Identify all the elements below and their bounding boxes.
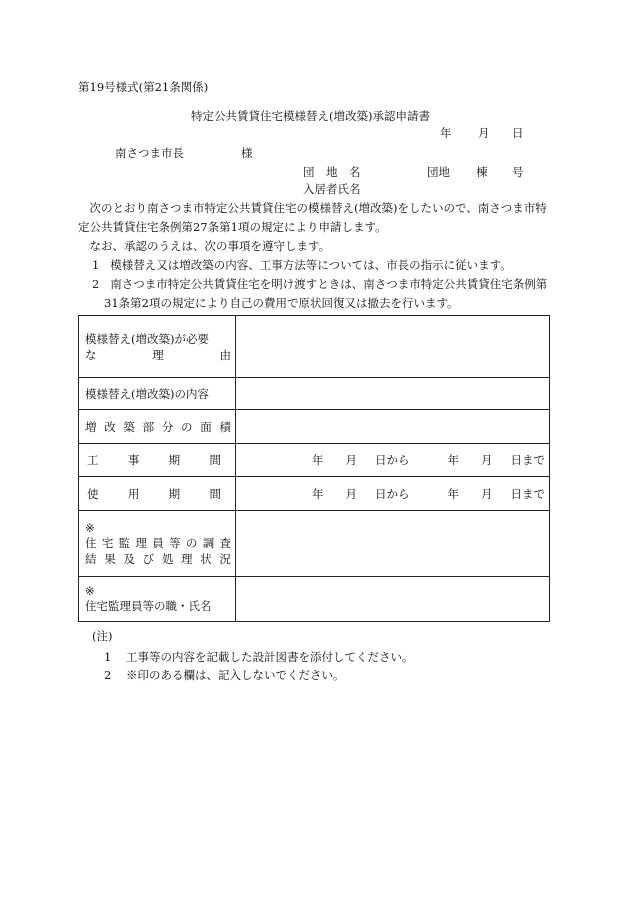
row-usage-period [79, 477, 550, 511]
inspection-char: 理 [181, 551, 193, 566]
area-input[interactable] [236, 410, 550, 444]
inspection-mark: ※ [85, 520, 95, 535]
note-2 [104, 669, 344, 683]
inspection-label-line-2 [85, 551, 231, 567]
inspection-char: 状 [200, 551, 212, 566]
inspection-char: 宅 [101, 535, 114, 550]
body-paragraph-1: 次のとおり南さつま市特定公共賃貸住宅の模様替え(増改築)をしたいので、南さつま市特定公共賃貸住宅条例第27条第1項の規定により申請します。 [78, 201, 547, 234]
period-year: 年 [312, 486, 324, 501]
note-1-text: 工事等の内容を記載した設計図書を添付してください。 [125, 650, 414, 664]
area-char: 面 [200, 419, 212, 434]
area-char: 改 [104, 419, 116, 434]
notes-heading: (注) [92, 629, 113, 643]
usage-period-input[interactable] [236, 477, 550, 511]
condition-item-1-text: 模様替え又は増改築の内容、工事方法等については、市長の指示に従います。 [110, 258, 512, 272]
period-year: 年 [312, 453, 324, 467]
period-month: 月 [345, 486, 357, 501]
area-char: 部 [142, 419, 155, 434]
inspection-char: の [185, 535, 198, 550]
area-char: 分 [161, 419, 174, 434]
supervisor-input[interactable] [236, 577, 550, 622]
condition-item-2-text-line-2: 31条第2項の規定により自己の費用で原状回復又は撤去を行います。 [104, 296, 459, 310]
addressee-honorific: 様 [241, 146, 253, 160]
room-unit: 号 [512, 165, 524, 179]
reason-input[interactable] [236, 316, 550, 378]
period-until: 日まで [510, 486, 545, 501]
area-char: の [181, 419, 193, 434]
condition-item-2-text-line-1: 南さつま市特定公共賃貸住宅を明け渡すときは、南さつま市特定公共賃貸住宅条例第 [110, 277, 548, 291]
note-2-text: ※印のある欄は、記入しないでください。 [125, 668, 345, 682]
inspection-char: 等 [169, 535, 181, 550]
period-year-2: 年 [447, 486, 459, 501]
date-day: 日 [512, 126, 524, 140]
resident-label: 入居者氏名 [303, 182, 361, 196]
reason-char: 由 [219, 347, 231, 362]
inspection-label-line-1 [85, 535, 231, 551]
inspection-char: 査 [219, 535, 231, 550]
building-unit: 棟 [476, 165, 488, 179]
document-title: 特定公共賃貸住宅模様替え(増改築)承認申請書 [191, 109, 430, 123]
area-label [79, 410, 236, 444]
note-2-number: 2 [104, 668, 112, 682]
inspection-char: 結 [85, 551, 97, 566]
reason-label-line-1: 模様替え(増改築)が必要 [85, 331, 209, 346]
body-paragraph-2: なお、承認のうえは、次の事項を遵守します。 [89, 239, 331, 253]
inspection-char: 処 [161, 551, 174, 566]
area-char: 築 [123, 419, 135, 434]
condition-item-2 [92, 275, 552, 313]
condition-item-1-number: 1 [92, 258, 100, 272]
supervisor-label-text: 住宅監理員等の職・氏名 [85, 599, 212, 613]
inspection-char: 及 [123, 551, 135, 566]
date-month: 月 [478, 126, 490, 140]
inspection-input[interactable] [236, 511, 550, 577]
period-until: 日まで [510, 453, 545, 467]
usage-period-char: 間 [209, 486, 221, 501]
inspection-char: 監 [118, 535, 131, 550]
reason-label-line-2 [85, 347, 231, 363]
construction-period-char: 工 [87, 453, 99, 467]
usage-period-char: 用 [127, 486, 140, 501]
content-input[interactable] [236, 378, 550, 410]
inspection-char: 果 [104, 551, 116, 566]
period-month: 月 [345, 453, 357, 467]
note-1-number: 1 [104, 650, 112, 664]
usage-period-char: 使 [87, 486, 99, 501]
note-1 [104, 651, 413, 665]
date-year: 年 [440, 126, 452, 140]
form-number: 第19号様式(第21条関係) [78, 80, 209, 94]
inspection-char: 調 [202, 535, 215, 550]
usage-period-char: 期 [168, 486, 181, 501]
condition-item-2-number: 2 [92, 277, 100, 291]
period-from: 日から [375, 453, 410, 467]
construction-period-char: 間 [209, 453, 221, 467]
area-char: 積 [219, 419, 231, 434]
supervisor-mark: ※ [85, 584, 95, 598]
reason-label [79, 316, 236, 378]
reason-char: 理 [152, 347, 164, 362]
inspection-char: 況 [219, 551, 231, 566]
row-inspection [79, 511, 550, 577]
usage-period-label [79, 477, 236, 511]
row-construction-period [79, 444, 550, 477]
estate-unit: 団地 [427, 165, 450, 179]
period-month-2: 月 [481, 486, 493, 501]
content-label: 模様替え(増改築)の内容 [79, 378, 236, 410]
inspection-label [79, 511, 236, 577]
row-content [79, 378, 550, 410]
period-from: 日から [375, 486, 410, 501]
inspection-char: 員 [152, 535, 164, 550]
condition-item-1 [92, 256, 512, 275]
supervisor-label [79, 577, 236, 622]
construction-period-char: 期 [168, 453, 181, 467]
inspection-char: 住 [85, 535, 97, 550]
row-supervisor [79, 577, 550, 622]
construction-period-char: 事 [127, 453, 140, 467]
application-table [78, 315, 550, 622]
period-year-2: 年 [447, 453, 459, 467]
addressee-name: 南さつま市長 [115, 146, 184, 160]
inspection-char: び [142, 551, 155, 566]
period-month-2: 月 [481, 453, 493, 467]
construction-period-label [79, 444, 236, 477]
inspection-char: 理 [135, 535, 147, 550]
row-reason [79, 316, 550, 378]
row-area [79, 410, 550, 444]
reason-char: な [85, 347, 97, 362]
construction-period-input[interactable] [236, 444, 550, 477]
area-char: 増 [85, 419, 97, 434]
estate-label: 団 地 名 [303, 165, 361, 179]
